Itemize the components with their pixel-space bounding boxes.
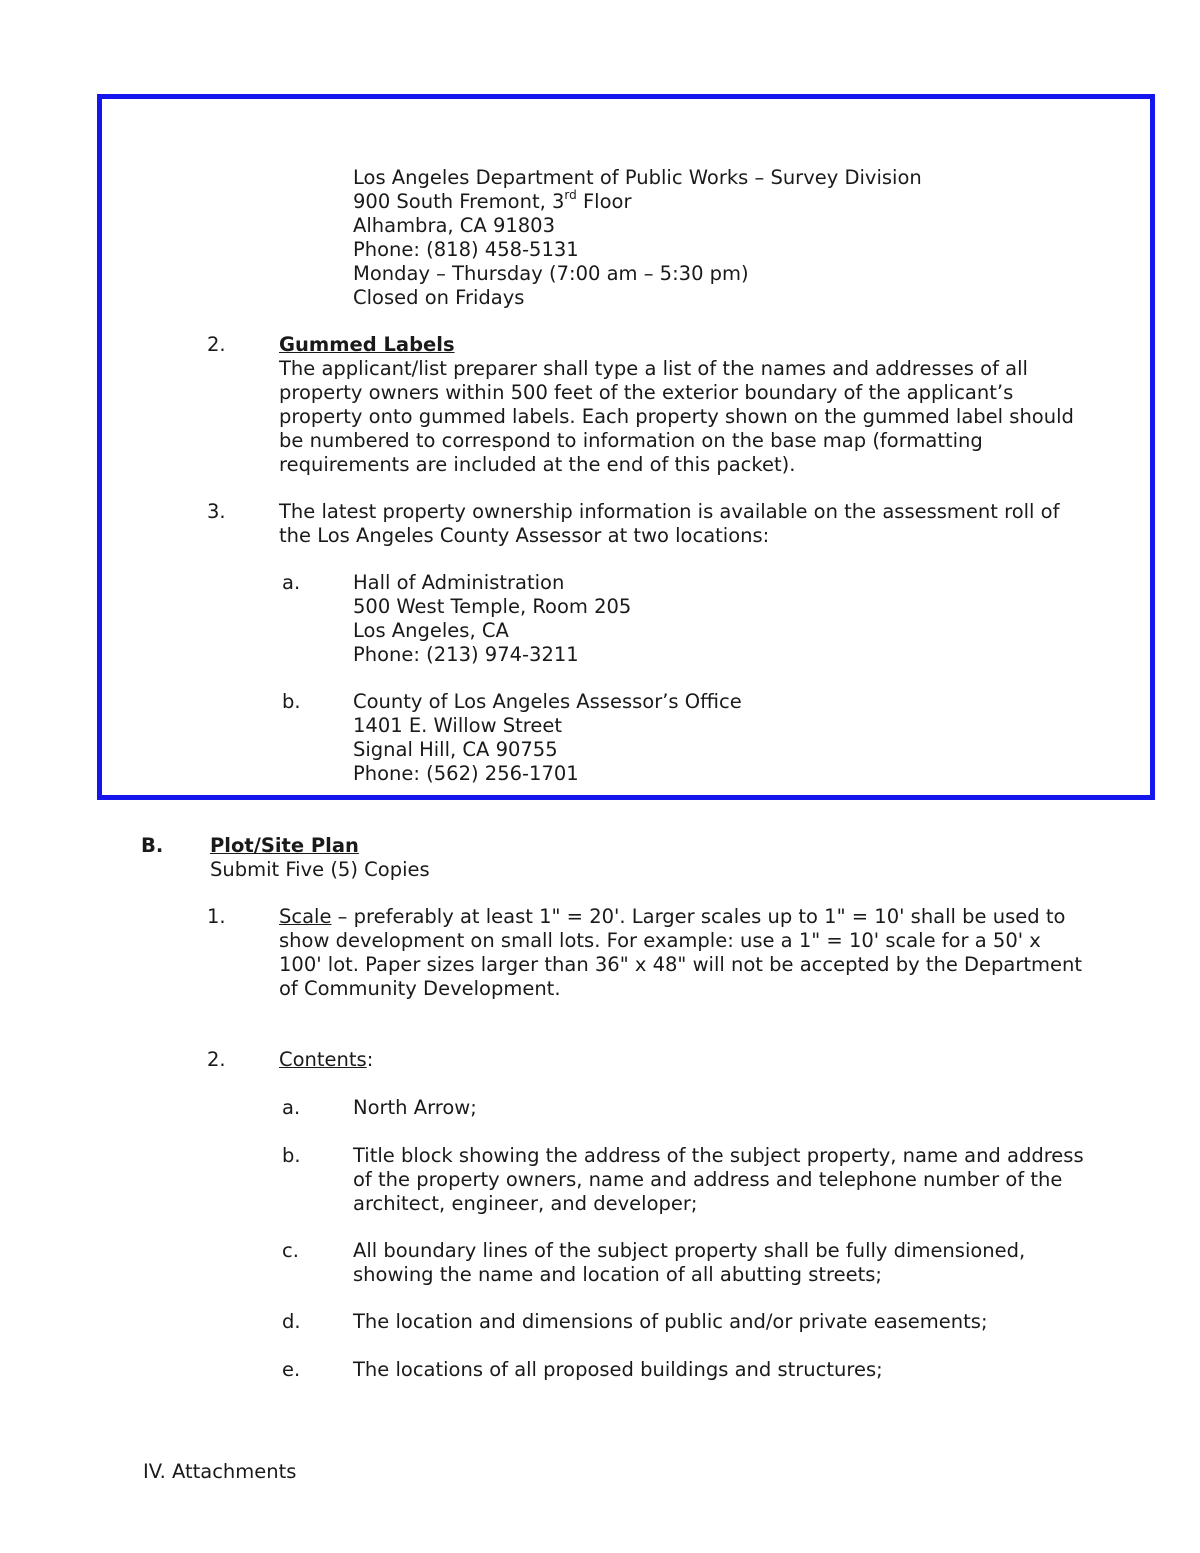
subitem-line: North Arrow; <box>353 1096 477 1119</box>
subitem-letter: c. <box>282 1239 299 1262</box>
assessor-office-address <box>353 690 742 786</box>
paragraph-line: the Los Angeles County Assessor at two locations: <box>279 524 770 547</box>
paragraph-line: be numbered to correspond to information on the base map (formatting <box>279 429 983 452</box>
address-line: 500 West Temple, Room 205 <box>353 595 632 618</box>
scale-item <box>279 905 1082 1001</box>
closed-line: Closed on Fridays <box>353 286 525 309</box>
item-number: 3. <box>207 500 226 523</box>
item-number: 2. <box>207 1048 226 1071</box>
subitem-line: of the property owners, name and address and telephone number of the <box>353 1168 1063 1191</box>
address-line: Alhambra, CA 91803 <box>353 214 555 237</box>
section-heading: Plot/Site Plan <box>210 834 359 857</box>
subitem-letter: d. <box>282 1310 301 1333</box>
survey-division-address <box>353 166 922 310</box>
paragraph-line: show development on small lots. For example: use a 1" = 10' scale for a 50' x <box>279 929 1041 952</box>
phone-line: Phone: (562) 256-1701 <box>353 762 579 785</box>
item-number: 1. <box>207 905 226 928</box>
item-heading: Gummed Labels <box>279 333 455 356</box>
contents-subitem <box>353 1310 988 1334</box>
section-subheading: Submit Five (5) Copies <box>210 858 430 881</box>
contents-heading: Contents: <box>279 1048 374 1071</box>
address-line: Signal Hill, CA 90755 <box>353 738 558 761</box>
subitem-line: All boundary lines of the subject property shall be fully dimensioned, <box>353 1239 1026 1262</box>
address-line: 1401 E. Willow Street <box>353 714 562 737</box>
phone-line: Phone: (818) 458-5131 <box>353 238 579 261</box>
paragraph-line: of Community Development. <box>279 977 561 1000</box>
contents-subitem <box>353 1096 477 1120</box>
address-line: Los Angeles Department of Public Works – Survey Division <box>353 166 922 189</box>
paragraph-line: property onto gummed labels. Each property shown on the gummed label should <box>279 405 1074 428</box>
paragraph-line: property owners within 500 feet of the exterior boundary of the applicant’s <box>279 381 1014 404</box>
subitem-line: showing the name and location of all abutting streets; <box>353 1263 882 1286</box>
phone-line: Phone: (213) 974-3211 <box>353 643 579 666</box>
paragraph-line: The applicant/list preparer shall type a list of the names and addresses of all <box>279 357 1028 380</box>
subitem-line: architect, engineer, and developer; <box>353 1192 698 1215</box>
ownership-info-item <box>279 500 1059 548</box>
hours-line: Monday – Thursday (7:00 am – 5:30 pm) <box>353 262 749 285</box>
contents-subitem <box>353 1144 1084 1216</box>
contents-subitem <box>353 1239 1025 1287</box>
gummed-labels-item <box>279 333 1074 477</box>
address-line: Hall of Administration <box>353 571 565 594</box>
section-letter: B. <box>141 834 164 857</box>
address-line: County of Los Angeles Assessor’s Office <box>353 690 742 713</box>
contents-subitem <box>353 1358 883 1382</box>
paragraph-line: Scale – preferably at least 1" = 20'. Larger scales up to 1" = 10' shall be used to <box>279 905 1066 928</box>
subitem-line: The location and dimensions of public and/or private easements; <box>353 1310 988 1333</box>
scale-term: Scale <box>279 905 332 928</box>
paragraph-line: The latest property ownership information is available on the assessment roll of <box>279 500 1060 523</box>
subitem-letter: e. <box>282 1358 301 1381</box>
subitem-letter: b. <box>282 1144 301 1167</box>
address-line: Los Angeles, CA <box>353 619 509 642</box>
subitem-line: The locations of all proposed buildings and structures; <box>353 1358 883 1381</box>
paragraph-line: 100' lot. Paper sizes larger than 36" x 48" will not be accepted by the Department <box>279 953 1083 976</box>
subitem-line: Title block showing the address of the subject property, name and address <box>353 1144 1084 1167</box>
attachments-section-heading: IV. Attachments <box>143 1460 297 1483</box>
item-number: 2. <box>207 333 226 356</box>
section-heading-block <box>210 834 430 882</box>
subitem-letter: a. <box>282 571 301 594</box>
hall-of-administration-address <box>353 571 631 667</box>
address-line: 900 South Fremont, 3rd Floor <box>353 188 632 213</box>
subitem-letter: b. <box>282 690 301 713</box>
paragraph-line: requirements are included at the end of this packet). <box>279 453 796 476</box>
subitem-letter: a. <box>282 1096 301 1119</box>
